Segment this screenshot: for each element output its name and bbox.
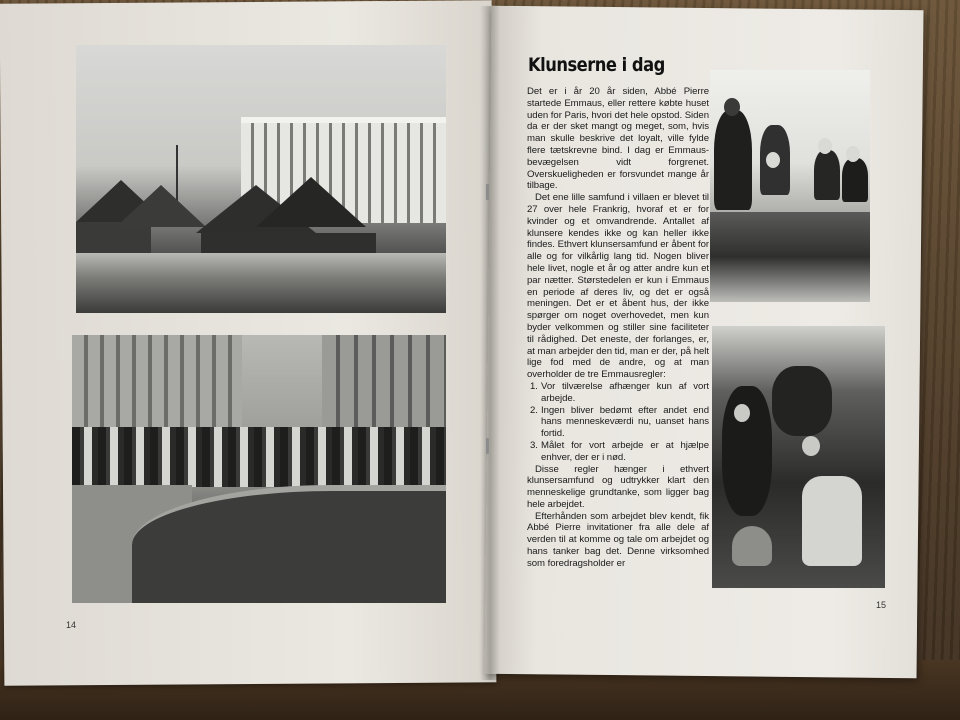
women-group-photo: [710, 70, 870, 302]
emmaus-rules-list: [527, 381, 709, 464]
staple-icon: [486, 184, 489, 200]
protest-march-photo: [72, 335, 446, 603]
sorting-clothes-photo: [712, 326, 885, 588]
paragraph: Efterhånden som arbejdet blev kendt, fik Abbé Pierre invitationer fra alle dele af verden til at komme og tale om arbejdet og hans tanker bag det. Denne virksomhed som foredragsholder er: [527, 510, 709, 569]
page-number-right: 15: [876, 600, 887, 610]
article-body: [527, 86, 709, 570]
paragraph: Disse regler hænger i ethvert klunsersamfund og udtrykker klart den menneskelige grundtanke, som ligger bag hele arbejdet.: [527, 463, 709, 510]
list-item: 2. Ingen bliver bedømt efter andet end hans menneskeværdi nu, uanset hans fortid.: [530, 404, 709, 440]
staple-icon: [486, 438, 489, 454]
list-item: 3. Målet for vort arbejde er at hjælpe enhver, der er i nød.: [530, 439, 709, 463]
book-gutter: [480, 6, 500, 680]
article-title: Klunserne i dag: [528, 54, 665, 76]
list-item: 1. Vor tilværelse afhænger kun af vort arbejde.: [530, 380, 709, 404]
paragraph: Det er i år 20 år siden, Abbé Pierre startede Emmaus, eller rettere købte huset uden for Paris, hvori det hele opstod. Siden da er der sket mangt og meget, som, hvis man skulle beskrive det loyalt, ville fylde flere tætskrevne bind. I dag er Emmaus-bevægelsen vidt forgrenet. Overskueligheden er forsvundet mange år tilbage.: [527, 86, 709, 192]
tent-camp-photo: [76, 45, 446, 313]
page-number-left: 14: [66, 620, 77, 630]
paragraph: Det ene lille samfund i villaen er blevet til 27 over hele Frankrig, hvoraf et er for kvinder og et omvandrende. Antallet af klunsere kendes ikke og kan heller ikke findes. Ethvert klunsersamfund er åbent for alle og for vilkårlig lang tid. Nogen bliver hele livet, nogle et år og atter andre kun et par nætter. Størstedelen er kun i Emmaus en periode af deres liv, og det er også meningen. Det er et åbent hus, der ikke spørger om noget overhovedet, men kun byder velkommen og stiller sine faciliteter til rådighed. Det eneste, der forlanges, er, at man arbejder den tid, man er der, på helt lige fod med de andre, og at man overholder de tre Emmausregler:: [527, 192, 709, 381]
